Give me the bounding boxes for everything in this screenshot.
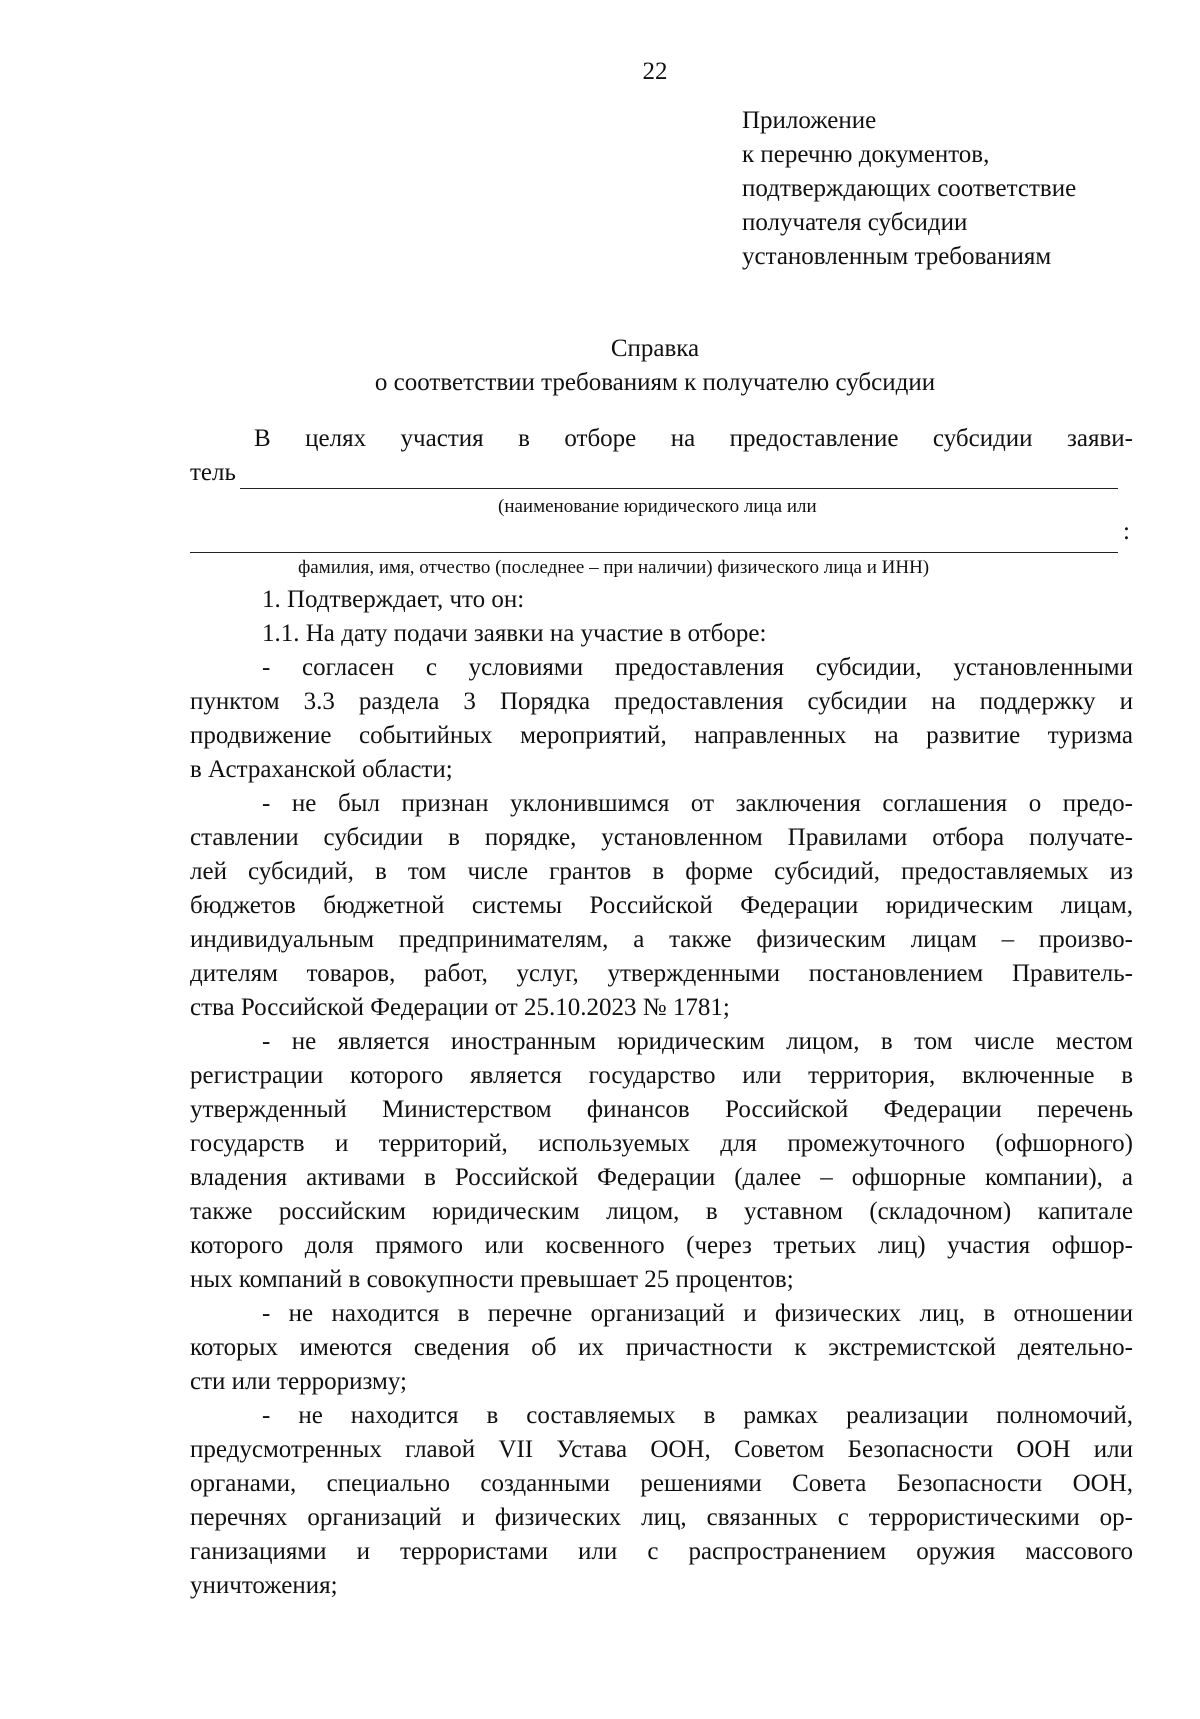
intro-line: В целях участия в отборе на предоставление субсидии заяви- <box>254 425 1133 452</box>
paragraph-line: - не находится в составляемых в рамках реализации полномочий, <box>262 1402 1133 1429</box>
intro-applicant-prefix: тель <box>190 459 236 486</box>
applicant-caption: (наименование юридического лица или <box>498 496 817 517</box>
paragraph-line: лей субсидий, в том числе грантов в форме субсидий, предоставляемых из <box>190 858 1133 885</box>
paragraph-line: органами, специально созданными решениями Совета Безопасности ООН, <box>190 1470 1133 1497</box>
paragraph-line: дителям товаров, работ, услуг, утвержденными постановлением Правитель- <box>190 960 1133 987</box>
paragraph-line: владения активами в Российской Федерации (далее – офшорные компании), а <box>190 1164 1133 1191</box>
paragraph-line: перечнях организаций и физических лиц, связанных с террористическими ор- <box>190 1504 1133 1531</box>
appendix-line: Приложение <box>742 107 877 134</box>
paragraph-line: предусмотренных главой VII Устава ООН, Советом Безопасности ООН или <box>190 1436 1133 1463</box>
paragraph-line: ных компаний в совокупности превышает 25 процентов; <box>190 1266 794 1293</box>
paragraph-line: - не является иностранным юридическим лицом, в том числе местом <box>262 1028 1133 1055</box>
document-title: Справка <box>610 335 700 362</box>
applicant-name-blank <box>240 464 1118 489</box>
paragraph-line: - согласен с условиями предоставления субсидии, установленными <box>262 654 1133 681</box>
intro-colon: : <box>1123 518 1130 545</box>
paragraph-line: сти или терроризму; <box>190 1368 407 1395</box>
paragraph-line: государств и территорий, используемых для промежуточного (офшорного) <box>190 1130 1133 1157</box>
paragraph-line: - не был признан уклонившимся от заключения соглашения о предо- <box>262 790 1133 817</box>
paragraph-line: которого доля прямого или косвенного (через третьих лиц) участия офшор- <box>190 1232 1133 1259</box>
point-1: 1. Подтверждает, что он: <box>262 586 525 613</box>
page-number: 22 <box>642 58 668 85</box>
appendix-header <box>742 104 1076 274</box>
paragraph-line: продвижение событийных мероприятий, направленных на развитие туризма <box>190 722 1133 749</box>
paragraph-line: которых имеются сведения об их причастности к экстремистской деятельно- <box>190 1334 1133 1361</box>
paragraph-line: в Астраханской области; <box>190 756 453 783</box>
paragraph-line: регистрации которого является государство или территория, включенные в <box>190 1062 1133 1089</box>
paragraph-line: ганизациями и террористами или с распространением оружия массового <box>190 1538 1133 1565</box>
paragraph-line: бюджетов бюджетной системы Российской Федерации юридическим лицам, <box>190 892 1133 919</box>
paragraph-line: утвержденный Министерством финансов Российской Федерации перечень <box>190 1096 1133 1123</box>
paragraph-line: индивидуальным предпринимателям, а также физическим лицам – произво- <box>190 926 1133 953</box>
paragraph-line: ства Российской Федерации от 25.10.2023 № 1781; <box>190 994 730 1021</box>
appendix-line: получателя субсидии <box>742 209 968 236</box>
paragraph-line: - не находится в перечне организаций и физических лиц, в отношении <box>262 1300 1133 1327</box>
point-1-1: 1.1. На дату подачи заявки на участие в отборе: <box>262 620 767 647</box>
paragraph-line: пунктом 3.3 раздела 3 Порядка предоставления субсидии на поддержку и <box>190 688 1133 715</box>
appendix-line: подтверждающих соответствие <box>742 175 1077 202</box>
document-subtitle: о соответствии требованиям к получателю субсидии <box>374 369 936 396</box>
applicant-name-blank-2 <box>190 528 1118 553</box>
appendix-line: к перечню документов, <box>742 141 990 168</box>
applicant-caption-2: фамилия, имя, отчество (последнее – при наличии) физического лица и ИНН) <box>298 557 930 578</box>
paragraph-line: ставлении субсидии в порядке, установленном Правилами отбора получате- <box>190 824 1133 851</box>
paragraph-line: уничтожения; <box>190 1572 338 1599</box>
paragraph-line: также российским юридическим лицом, в уставном (складочном) капитале <box>190 1198 1133 1225</box>
appendix-line: установленным требованиям <box>742 243 1052 270</box>
